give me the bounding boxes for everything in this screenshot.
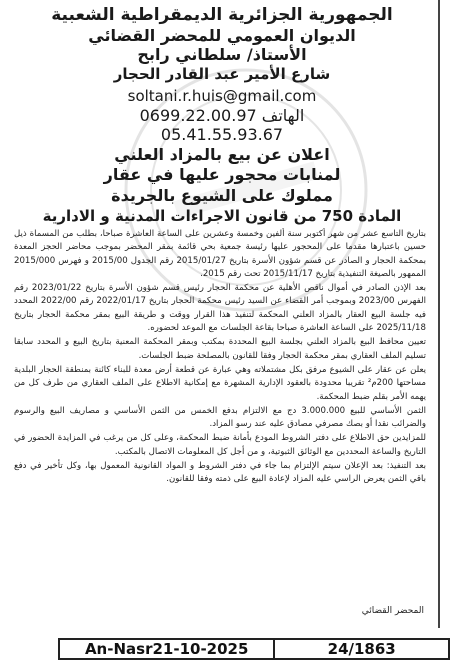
- newspaper-date: An-Nasr21-10-2025: [60, 640, 275, 658]
- signature: المحضر القضائي: [361, 606, 424, 616]
- legal-article-reference: المادة 750 من قانون الاجراءات المدنية و الادارية: [42, 207, 402, 225]
- notice-number: 24/1863: [327, 640, 396, 658]
- notice-subtitle: لمنابات محجور عليها في عقار: [103, 165, 341, 184]
- office-heading: الديوان العمومي للمحضر القضائي: [88, 26, 356, 45]
- notice-subtitle-2: مملوك على الشيوع بالجريدة: [111, 186, 333, 205]
- notice-title: اعلان عن بيع بالمزاد العلني: [114, 145, 330, 164]
- body-paragraph: تعيين محافظ البيع بالمزاد العلني بجلسة البيع المحددة بمكتب وبمقر المحكمة المعنية بتاريخ البيع و المحدد سابقا تسليم الملف العقاري بمقر محكمة الحجار وفقا للقانون بالمصلحة ضبط الجلسات.: [14, 337, 426, 361]
- body-paragraph: بعد التنفيذ: بعد الإعلان سيتم الإلتزام بما جاء في دفتر الشروط و المواد القانونية المعمول بها، وكل تأخير في دفع باقي الثمن يعرض الراسي عليه المزاد لإعادة البيع على ذمته وفقا للقانون.: [14, 461, 426, 485]
- body-paragraph: بتاريخ التاسع عشر من شهر أكتوبر سنة ألفين وخمسة وعشرين على الساعة العاشرة صباحا، بطلب من المسماة ذيل حسين باعتبارها مقدما على المحجور عليها رئيسة جمعية بحي قائمة بمقر المحضر بموجب محاضر الحجز المعدة بمحكمة الحجار و الصادر عن قسم شؤون الأسرة بتاريخ 2015/01/27 رقم الجدول 2015/00 و فهرس 2015/000 الممهور بالصيغة التنفيذية بتاريخ 2015/11/17 تحت رقم 2015.: [14, 229, 426, 279]
- phone-number: الهاتف 0699.22.00.97: [139, 106, 305, 125]
- notice-body: [14, 228, 426, 618]
- body-paragraph: يعلن عن عقار على الشيوع مرفق بكل مشتملاته وهي عبارة عن قطعة أرض معدة للبناء كائنة بمنطقة الحجار البلدية مساحتها 200م² تقريبا محدودة بالعقود الإدارية المشهرة مع إمكانية الاطلاع على الملف العقاري من طرف كل من يهمه الأمر بقلم ضبط المحكمة.: [14, 364, 426, 402]
- republic-heading: الجمهورية الجزائرية الديمقراطية الشعبية: [51, 5, 393, 25]
- office-address: شارع الأمير عبد القادر الحجار: [113, 65, 331, 83]
- phone-number-2: 05.41.55.93.67: [160, 125, 284, 144]
- body-paragraph: بعد الإذن الصادر في أموال ناقص الأهلية عن محكمة الحجار رئيس قسم شؤون الأسرة بتاريخ 2023/01/22 رقم الفهرس 2023/00 وبموجب أمر القضاء عن السيد رئيس محكمة الحجار بتاريخ 2022/01/17 رقم 2022/00 المحدد فيه جلسة البيع العقار بالمزاد العلني المحكمة لتنفيذ هذا القرار ووقت و طريقة البيع بمقر محكمة الحجار بتاريخ 2025/11/18 على الساعة العاشرة صباحا بقاعة الجلسات مع الموعد لحضوره.: [14, 283, 426, 334]
- body-paragraph: للمزايدين حق الاطلاع على دفتر الشروط المودع بأمانة ضبط المحكمة، وعلى كل من يرغب في المزايدة الحضور في التاريخ والساعة المحددين مع الوثائق الثبوتية، و من أجل كل المعلومات الاتصال بالمكتب.: [14, 433, 426, 457]
- legal-notice-page: [6, 0, 440, 628]
- newspaper-footer: [58, 638, 450, 660]
- email-address[interactable]: soltani.r.huis@gmail.com: [127, 87, 317, 105]
- bailiff-name: الأستاذ/ سلطاني رابح: [137, 45, 307, 64]
- body-paragraph: الثمن الأساسي للبيع 3.000.000 دج مع الالتزام بدفع الخمس من الثمن الأساسي و مصاريف البيع والرسوم والضرائب نقدا أو بصك مصرفي مصادق عليه عند رسو المزاد.: [14, 405, 426, 430]
